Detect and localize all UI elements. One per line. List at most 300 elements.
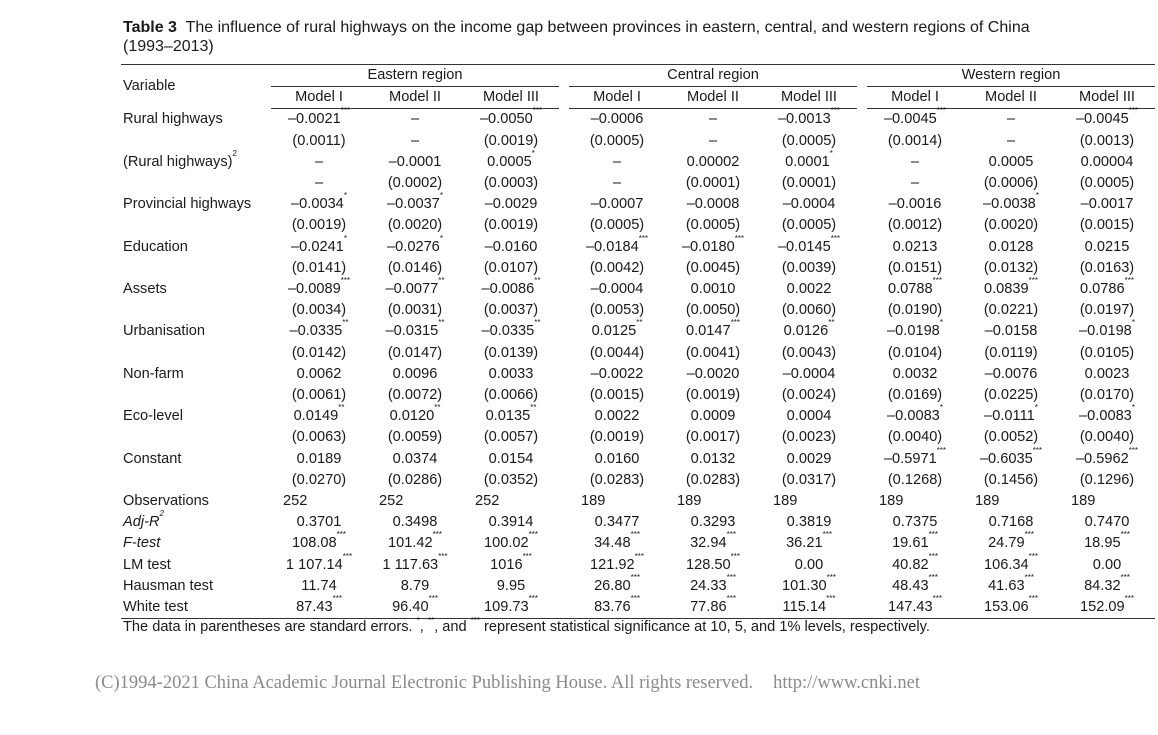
cell-value: (0.0005) (1079, 175, 1135, 192)
significance-marker: *** (936, 445, 947, 455)
table-cell (963, 131, 1059, 152)
table-cell (271, 449, 367, 470)
cell-value: (0.0052) (983, 429, 1039, 446)
variable-label (121, 300, 271, 321)
cell-value: –0.0111 (984, 408, 1035, 425)
model-header: Model II (367, 87, 463, 109)
cell-value: (0.0011) (292, 132, 346, 149)
table-cell (665, 109, 761, 131)
table-cell (463, 491, 559, 512)
significance-marker: *** (932, 594, 942, 604)
model-header: Model II (665, 87, 761, 109)
cell-value: (0.0170) (1079, 387, 1135, 404)
region-eastern: Eastern region (271, 65, 559, 87)
cell-value: 24.33 (690, 577, 727, 594)
table-cell (867, 194, 963, 215)
table-cell (761, 530, 857, 554)
table-cell (1059, 237, 1155, 258)
table-cell (761, 279, 857, 300)
cell-value: 0.0160 (594, 450, 640, 467)
table-cell (569, 491, 665, 512)
table-cell (665, 258, 761, 279)
table-cell (761, 343, 857, 364)
significance-marker: *** (428, 594, 438, 604)
table-cell (463, 173, 559, 194)
cell-value: (0.0270) (291, 471, 347, 488)
variable-label: Non-farm (123, 365, 184, 382)
cell-value: – (410, 132, 420, 149)
table-cell (271, 594, 367, 619)
variable-label: Hausman test (123, 577, 214, 594)
model-header: Model III (761, 87, 857, 109)
table-cell (665, 594, 761, 619)
table-cell (665, 233, 761, 258)
table-row (121, 343, 1155, 364)
table-cell (271, 551, 367, 576)
cell-value: 0.0839 (984, 281, 1029, 298)
cell-value: (0.0139) (483, 344, 539, 361)
significance-marker: *** (932, 276, 942, 286)
table-cell (569, 300, 665, 321)
cell-value: –0.5962 (1075, 450, 1129, 467)
cell-value: (0.0041) (685, 344, 741, 361)
table-cell (463, 385, 559, 406)
cell-value: 189 (1071, 493, 1096, 510)
cell-value: (0.0053) (589, 302, 645, 319)
cell-value: – (1006, 132, 1016, 149)
model-header: Model II (963, 87, 1059, 109)
cell-value: –0.0037 (387, 196, 440, 213)
table-cell (271, 470, 367, 491)
cell-value: 0.0786 (1080, 281, 1125, 298)
table-cell (1059, 512, 1155, 533)
table-cell (1059, 152, 1155, 173)
table-cell (463, 449, 559, 470)
cell-value: –0.0184 (585, 238, 639, 255)
cell-value: 128.50 (686, 556, 731, 573)
cell-value: (0.0045) (685, 259, 741, 276)
table-cell (867, 215, 963, 236)
significance-marker: *** (928, 530, 938, 540)
cell-value: (0.0019) (483, 132, 539, 149)
table-cell (1059, 318, 1155, 342)
variable-label: F-test (123, 535, 161, 552)
table-cell (463, 148, 559, 173)
table-cell (665, 491, 761, 512)
cell-value: 0.3701 (296, 514, 342, 531)
table-cell (761, 233, 857, 258)
table-cell (367, 594, 463, 619)
table-cell (569, 449, 665, 470)
table-cell (867, 173, 963, 194)
model-header: Model I (867, 87, 963, 109)
table-cell (963, 594, 1059, 619)
cell-value: (0.0042) (589, 259, 645, 276)
cell-value: 87.43 (296, 599, 333, 616)
table-cell (963, 364, 1059, 385)
cell-value: 77.86 (690, 599, 727, 616)
table-row (121, 364, 1155, 385)
significance-marker: ** (534, 318, 541, 328)
cell-value: 106.34 (984, 556, 1029, 573)
table-cell (367, 512, 463, 533)
significance-marker: *** (438, 551, 448, 561)
cell-value: (0.0012) (887, 217, 943, 234)
table-cell (665, 152, 761, 173)
cell-value: –0.0007 (590, 196, 644, 213)
cell-value: –0.0020 (686, 365, 740, 382)
table-cell (761, 215, 857, 236)
table-cell (1059, 594, 1155, 619)
table-cell (867, 131, 963, 152)
table-cell (367, 318, 463, 342)
table-cell (867, 530, 963, 554)
cell-value: 0.00004 (1080, 153, 1134, 170)
table-cell (463, 364, 559, 385)
table-cell (867, 572, 963, 597)
table-cell (1059, 194, 1155, 215)
table-cell (271, 191, 367, 215)
table-cell (271, 403, 367, 427)
cell-value: (0.0190) (887, 302, 943, 319)
cell-value: 0.0128 (988, 238, 1034, 255)
cell-value: (0.0221) (983, 302, 1039, 319)
cell-value: (0.0005) (589, 217, 645, 234)
table-cell (761, 194, 857, 215)
variable-label (121, 173, 271, 194)
significance-marker: *** (342, 551, 353, 561)
cell-value: 41.63 (988, 577, 1025, 594)
table-cell (463, 131, 559, 152)
significance-marker: *** (630, 530, 640, 540)
significance-marker: *** (730, 318, 740, 328)
table-cell (271, 318, 367, 342)
cell-value: 0.0001 (785, 153, 830, 170)
table-cell (665, 364, 761, 385)
table-cell (1059, 445, 1155, 470)
significance-marker: *** (726, 530, 736, 540)
significance-marker: *** (1124, 594, 1134, 604)
table-cell (367, 551, 463, 576)
footer-url: http://www.cnki.net (773, 673, 920, 693)
table-cell (271, 276, 367, 300)
table-cell (569, 109, 665, 131)
table-cell (867, 594, 963, 619)
cell-value: (0.0015) (589, 387, 645, 404)
table-cell (761, 258, 857, 279)
table-cell (569, 572, 665, 597)
table-cell (1059, 403, 1155, 427)
table-row (121, 215, 1155, 236)
cell-value: 0.0022 (786, 281, 832, 298)
cell-value: –0.0083 (887, 408, 940, 425)
cell-value: (0.0151) (887, 259, 943, 276)
region-header-row (121, 65, 1155, 87)
table-cell (569, 215, 665, 236)
cell-value: (0.0005) (781, 132, 837, 149)
model-header-row (121, 87, 1155, 109)
significance-marker: *** (340, 106, 351, 116)
cell-value: 83.76 (594, 599, 631, 616)
significance-marker: *** (630, 594, 640, 604)
table-cell (761, 364, 857, 385)
cell-value: 8.79 (400, 577, 430, 594)
table-cell (867, 237, 963, 258)
significance-marker: * (939, 403, 943, 413)
table-cell (271, 258, 367, 279)
variable-label (121, 427, 271, 448)
variable-label (121, 343, 271, 364)
table-cell (569, 551, 665, 576)
cell-value: (0.0043) (781, 344, 837, 361)
cell-value: –0.0050 (479, 111, 533, 128)
cell-value: 0.0062 (296, 365, 342, 382)
cell-value: (0.0001) (685, 175, 741, 192)
cell-value: (0.0039) (781, 259, 837, 276)
cell-value: (0.0034) (291, 302, 347, 319)
table-cell (867, 512, 963, 533)
table-cell (963, 215, 1059, 236)
table-cell (963, 343, 1059, 364)
cell-value: (0.0019) (291, 217, 347, 234)
cell-value: –0.0038 (983, 196, 1036, 213)
table-cell (963, 191, 1059, 215)
table-cell (665, 406, 761, 427)
table-cell (569, 258, 665, 279)
table-cell (367, 300, 463, 321)
table-cell (1059, 427, 1155, 448)
cell-value: 101.30 (782, 577, 827, 594)
page-footer (95, 673, 920, 694)
model-header: Model I (569, 87, 665, 109)
cell-value: (0.0005) (685, 217, 741, 234)
cell-value: –0.0145 (777, 238, 831, 255)
table-cell (963, 470, 1059, 491)
variable-label: White test (121, 597, 271, 619)
table-cell (1059, 343, 1155, 364)
significance-marker: *** (830, 233, 841, 243)
variable-label: Urbanisation (123, 323, 205, 340)
cell-value: (0.0015) (1079, 217, 1135, 234)
cell-value: –0.6035 (979, 450, 1033, 467)
cell-value: (0.0013) (1079, 132, 1135, 149)
cell-value: 115.14 (782, 599, 827, 616)
variable-label: LM test (123, 556, 171, 573)
significance-marker: * (343, 191, 347, 201)
table-cell (367, 343, 463, 364)
table-cell (367, 233, 463, 258)
table-cell (1059, 276, 1155, 300)
table-cell (761, 491, 857, 512)
significance-marker: *** (532, 106, 543, 116)
table-cell (761, 131, 857, 152)
significance-marker: *** (630, 572, 640, 582)
table-cell (569, 279, 665, 300)
cell-value: (0.0014) (887, 132, 943, 149)
cell-value: 189 (975, 493, 1000, 510)
table-cell (463, 106, 559, 131)
cell-value: 189 (879, 493, 904, 510)
table-cell (1059, 106, 1155, 131)
table-cell (569, 343, 665, 364)
table-cell (761, 173, 857, 194)
cell-value: (0.0020) (387, 217, 443, 234)
cell-value: (0.0283) (685, 471, 741, 488)
table-cell (463, 318, 559, 342)
table-cell (963, 551, 1059, 576)
cell-value: –0.5971 (883, 450, 937, 467)
table-cell (271, 427, 367, 448)
cell-value: 0.0120 (389, 408, 435, 425)
significance-marker: *** (726, 594, 736, 604)
cell-value: 0.0033 (488, 365, 534, 382)
cell-value: 0.0125 (591, 323, 637, 340)
table-cell (463, 427, 559, 448)
table-cell (1059, 491, 1155, 512)
cell-value: 1 107.14 (285, 556, 343, 573)
cell-value: (0.0040) (887, 429, 943, 446)
table-cell (867, 300, 963, 321)
table-title: The influence of rural highways on the income gap between provinces in eastern, central, and western regions of China (1993–2013) (123, 19, 1030, 55)
cell-value: 84.32 (1084, 577, 1121, 594)
cell-value: (0.0023) (781, 429, 837, 446)
table-cell (569, 406, 665, 427)
cell-value: 252 (475, 493, 500, 510)
table-cell (963, 300, 1059, 321)
cell-value: 252 (283, 493, 308, 510)
cell-value: –0.0022 (590, 365, 644, 382)
cell-value: (0.0020) (983, 217, 1039, 234)
significance-marker: * (439, 233, 443, 243)
cell-value: 0.0096 (392, 365, 438, 382)
cell-value: 9.95 (496, 577, 526, 594)
significance-marker: *** (528, 530, 538, 540)
cell-value: – (910, 153, 920, 170)
region-western: Western region (867, 65, 1155, 87)
table-cell (569, 512, 665, 533)
cell-value: 19.61 (892, 535, 929, 552)
significance-marker: * (939, 318, 943, 328)
cell-value: –0.0315 (385, 323, 439, 340)
cell-value: 32.94 (690, 535, 727, 552)
cell-value: (0.0063) (291, 429, 347, 446)
table-cell (1059, 555, 1155, 576)
table-cell (271, 173, 367, 194)
variable-label (121, 258, 271, 279)
cell-value: 0.0788 (888, 281, 933, 298)
variable-label: (Rural highways)$^2$ (123, 148, 237, 170)
cell-value: 96.40 (392, 599, 429, 616)
table-cell (271, 491, 367, 512)
significance-marker: *** (1120, 530, 1130, 540)
significance-marker: *** (1128, 106, 1139, 116)
cell-value: (0.0147) (387, 344, 443, 361)
variable-label (121, 385, 271, 406)
cell-value: (0.0044) (589, 344, 645, 361)
table-cell (963, 572, 1059, 597)
significance-marker: * (1034, 403, 1038, 413)
cell-value: (0.0146) (387, 259, 443, 276)
cell-value: 0.0004 (786, 408, 832, 425)
significance-marker: *** (1032, 445, 1043, 455)
table-row (121, 321, 1155, 342)
table-row (121, 279, 1155, 300)
table-cell (463, 258, 559, 279)
table-cell (867, 318, 963, 342)
table-cell (963, 109, 1059, 131)
cell-value: (0.0006) (983, 175, 1039, 192)
model-header: Model I (271, 87, 367, 109)
significance-marker: *** (928, 551, 938, 561)
significance-marker: *** (822, 530, 832, 540)
cell-value: (0.0059) (387, 429, 443, 446)
cell-value: – (1006, 111, 1016, 128)
table-cell (569, 173, 665, 194)
table-cell (463, 530, 559, 554)
table-cell (761, 106, 857, 131)
table-cell (867, 470, 963, 491)
table-row (121, 258, 1155, 279)
table-cell (569, 364, 665, 385)
table-cell (367, 109, 463, 131)
cell-value: (0.0169) (887, 387, 943, 404)
table-cell (761, 555, 857, 576)
cell-value: 0.0213 (892, 238, 938, 255)
variable-label (121, 215, 271, 236)
cell-value: – (910, 175, 920, 192)
significance-marker: *** (734, 233, 745, 243)
cell-value: (0.1268) (887, 471, 943, 488)
table-cell (761, 449, 857, 470)
table-cell (367, 131, 463, 152)
cell-value: 121.92 (590, 556, 635, 573)
table-cell (271, 343, 367, 364)
cell-value: 0.0149 (293, 408, 339, 425)
cell-value: 1016 (490, 556, 523, 573)
table-cell (463, 300, 559, 321)
table-cell (1059, 530, 1155, 554)
table-cell (569, 530, 665, 554)
cell-value: –0.0335 (289, 323, 343, 340)
table-cell (367, 427, 463, 448)
significance-marker: *** (336, 530, 346, 540)
table-cell (463, 276, 559, 300)
cell-value: 1 117.63 (382, 556, 439, 573)
cell-value: –0.0004 (782, 365, 836, 382)
cell-value: (0.0225) (983, 387, 1039, 404)
variable-header: Variable (121, 65, 271, 109)
cell-value: 0.0022 (594, 408, 640, 425)
significance-marker: *** (726, 572, 736, 582)
cell-value: 0.00 (794, 556, 824, 573)
significance-marker: *** (1028, 551, 1038, 561)
significance-marker: *** (928, 572, 938, 582)
table-cell (665, 572, 761, 597)
table-cell (1059, 385, 1155, 406)
significance-marker: ** (338, 403, 345, 413)
table-cell (665, 530, 761, 554)
cell-value: (0.0002) (387, 175, 443, 192)
table-cell (963, 445, 1059, 470)
cell-value: 0.0374 (392, 450, 438, 467)
significance-marker: *** (1028, 276, 1038, 286)
table-cell (271, 233, 367, 258)
table-cell (867, 276, 963, 300)
table-cell (761, 427, 857, 448)
cell-value: (0.0003) (483, 175, 539, 192)
table-cell (963, 385, 1059, 406)
significance-marker: * (829, 148, 833, 158)
